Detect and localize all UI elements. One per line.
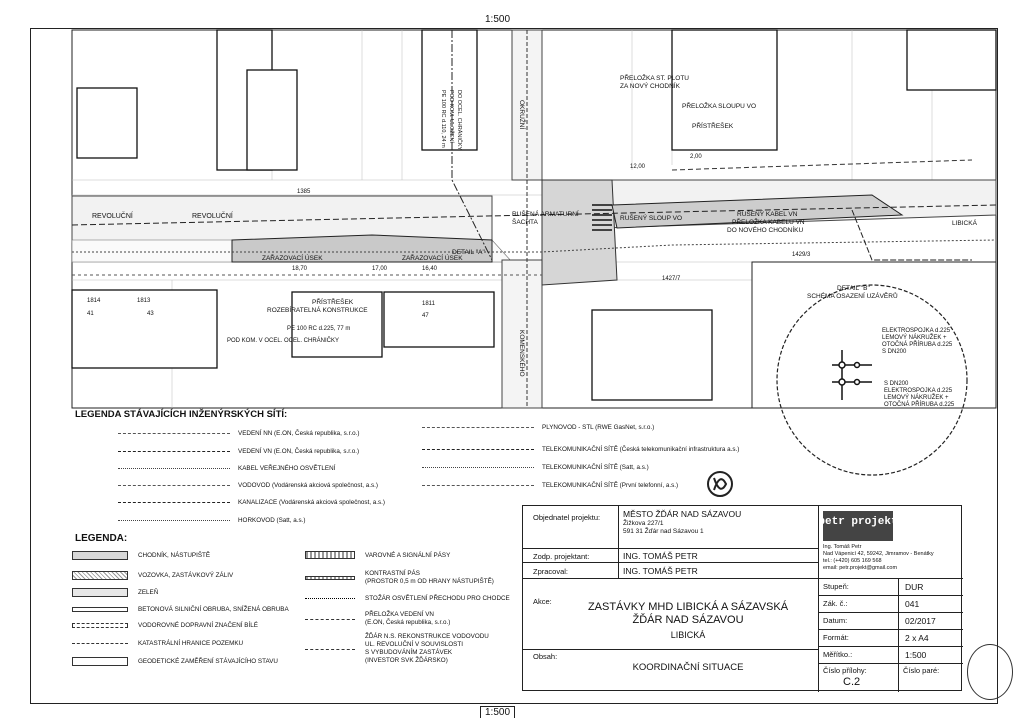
tb-order: 041 (905, 599, 920, 609)
tb-action-label: Akce: (533, 597, 552, 606)
gas-symbol-icon (700, 470, 740, 498)
tb-firm-2: Nad Vápenicí 42, 59242, Jimramov - Benátky (823, 551, 934, 557)
tb-date: 02/2017 (905, 616, 936, 626)
legend-row: VODOROVNÉ DOPRAVNÍ ZNAČENÍ BÍLÉ (72, 618, 258, 632)
svg-text:12,00: 12,00 (630, 164, 646, 170)
svg-text:ZAŘAZOVACÍ ÚSEK: ZAŘAZOVACÍ ÚSEK (262, 255, 323, 262)
legend-existing-row: KANALIZACE (Vodárenská akciová společnost, a.s.) (118, 496, 385, 508)
legend-existing-row: TELEKOMUNIKAČNÍ SÍTĚ (Satt, a.s.) (422, 461, 649, 473)
svg-text:1814: 1814 (87, 298, 101, 304)
svg-text:LEMOVÝ NÁKRUŽEK +: LEMOVÝ NÁKRUŽEK + (884, 395, 949, 401)
label-street-libicka: LIBICKÁ (952, 220, 977, 227)
svg-text:DETAIL "A": DETAIL "A" (452, 249, 485, 256)
tb-scale: 1:500 (905, 650, 927, 660)
svg-text:ELEKTROSPOJKA d.225: ELEKTROSPOJKA d.225 (884, 388, 953, 394)
svg-text:PŘELOŽKA KABELU VN: PŘELOŽKA KABELU VN (732, 219, 805, 226)
tb-investor-name: MĚSTO ŽĎÁR NAD SÁZAVOU (623, 509, 742, 519)
svg-text:S DN200: S DN200 (882, 349, 907, 355)
tb-action-3: LIBICKÁ (670, 630, 706, 640)
svg-text:PE 100 RC d.225, 77 m: PE 100 RC d.225, 77 m (287, 326, 351, 332)
tb-date-label: Datum: (823, 616, 848, 625)
svg-text:DETAIL "B": DETAIL "B" (837, 285, 870, 292)
label-street-revolucni: REVOLUČNÍ (92, 213, 133, 220)
tb-stage: DUR (905, 582, 924, 592)
petr-projekt-logo (818, 511, 898, 541)
legend-existing-row: VODOVOD (Vodárenská akciová společnost, a.s.) (118, 479, 378, 491)
tb-investor-label: Objednatel projektu: (533, 513, 601, 522)
svg-text:DO OCEL. CHRÁNIČKY: DO OCEL. CHRÁNIČKY (456, 90, 462, 151)
legend-row: ŽĎÁR N.S. REKONSTRUKCE VODOVODU UL. REVOLUČNÍ V SOUVISLOSTI S VYBUDOVÁNÍM ZASTÁVEK (INVESTOR SVK ŽĎÁRSKO) (305, 630, 489, 668)
scale-label-top: 1:500 (485, 14, 511, 25)
legend-row: KATASTRÁLNÍ HRANICE POZEMKU (72, 636, 243, 650)
svg-text:47: 47 (422, 313, 429, 319)
tb-designer: ING. TOMÁŠ PETR (623, 551, 698, 561)
situation-map (72, 30, 996, 408)
legend-existing-row: KABEL VEŘEJNÉHO OSVĚTLENÍ (118, 462, 335, 474)
tb-action-2: ŽĎÁR NAD SÁZAVOU (632, 614, 744, 626)
svg-text:ROZEBÍRATELNÁ KONSTRUKCE: ROZEBÍRATELNÁ KONSTRUKCE (267, 307, 368, 314)
svg-text:PŘÍSTŘEŠEK: PŘÍSTŘEŠEK (312, 299, 354, 306)
svg-text:2,00: 2,00 (690, 154, 702, 160)
tb-drawn: ING. TOMÁŠ PETR (623, 566, 698, 576)
svg-text:43: 43 (147, 311, 154, 317)
svg-text:ŠACHTA: ŠACHTA (512, 219, 538, 226)
svg-text:OTOČNÁ PŘÍRUBA d.225: OTOČNÁ PŘÍRUBA d.225 (882, 342, 953, 348)
legend-row: VAROVNÉ A SIGNÁLNÍ PÁSY (305, 548, 450, 562)
svg-text:RUŠENÝ KABEL VN: RUŠENÝ KABEL VN (737, 211, 798, 218)
scale-label-bottom: 1:500 (480, 706, 515, 718)
tb-stage-label: Stupeň: (823, 582, 849, 591)
svg-text:SCHÉMA OSAZENÍ UZÁVĚRŮ: SCHÉMA OSAZENÍ UZÁVĚRŮ (807, 293, 898, 300)
legend-existing-row: VEDENÍ VN (E.ON, Česká republika, s.r.o.) (118, 445, 359, 457)
legend-title: LEGENDA: (75, 533, 128, 544)
label-street-revolucni-2: REVOLUČNÍ (192, 213, 233, 220)
svg-text:DO NOVÉHO CHODNÍKU: DO NOVÉHO CHODNÍKU (727, 227, 804, 234)
legend-row: PŘELOŽKA VEDENÍ VN (E.ON, Česká republika, s.r.o.) (305, 608, 450, 630)
tb-firm-4: email: petr.projekt@gmail.com (823, 565, 898, 571)
intersection (542, 180, 617, 285)
svg-text:17,00: 17,00 (372, 266, 388, 272)
label-street-okruzni: OKRUŽNÍ (518, 100, 525, 130)
title-block (522, 505, 962, 691)
tb-designer-label: Zodp. projektant: (533, 552, 590, 561)
tb-investor-addr2: 591 31 Žďár nad Sázavou 1 (623, 528, 704, 535)
road-revolucni (72, 196, 492, 242)
tb-content-label: Obsah: (533, 652, 558, 661)
tb-copy-label: Číslo paré: (903, 666, 940, 675)
svg-text:41: 41 (87, 311, 94, 317)
svg-text:ZA NOVÝ CHODNÍK: ZA NOVÝ CHODNÍK (620, 83, 680, 90)
tb-content: KOORDINAČNÍ SITUACE (632, 662, 744, 673)
svg-text:RUŠENÝ SLOUP VO: RUŠENÝ SLOUP VO (620, 215, 683, 222)
tb-annex: C.2 (843, 676, 861, 688)
legend-existing-row: TELEKOMUNIKAČNÍ SÍTĚ (Česká telekomunikační infrastruktura a.s.) (422, 443, 739, 455)
legend-row: VOZOVKA, ZASTÁVKOVÝ ZÁLIV (72, 568, 233, 582)
legend-existing-row: TELEKOMUNIKAČNÍ SÍTĚ (První telefonní, a.s.) (422, 479, 678, 491)
handwritten-mark (967, 644, 1013, 700)
svg-text:18,70: 18,70 (292, 266, 308, 272)
svg-text:ZAŘAZOVACÍ ÚSEK: ZAŘAZOVACÍ ÚSEK (402, 255, 463, 262)
legend-existing-row: VEDENÍ NN (E.ON, Česká republika, s.r.o.) (118, 427, 359, 439)
svg-text:RUŠENÁ ARMATURNÍ: RUŠENÁ ARMATURNÍ (512, 211, 579, 218)
svg-text:1811: 1811 (422, 301, 435, 307)
svg-text:1429/3: 1429/3 (792, 252, 811, 258)
svg-text:1813: 1813 (137, 298, 151, 304)
svg-text:LEMOVÝ NÁKRUŽEK +: LEMOVÝ NÁKRUŽEK + (882, 335, 947, 341)
tb-drawn-label: Zpracoval: (533, 567, 569, 576)
tb-order-label: Zák. č.: (823, 599, 848, 608)
legend-existing-row: HORKOVOD (Satt, a.s.) (118, 514, 306, 526)
svg-text:petr projekt: petr projekt (818, 516, 898, 528)
tb-scale-label: Měřítko.: (823, 650, 853, 659)
legend-row: KONTRASTNÍ PÁS (PROSTOR 0,5 m OD HRANY NÁSTUPIŠTĚ) (305, 567, 494, 589)
label-street-komenskeho: KOMENSKÉHO (518, 330, 525, 377)
legend-row: ZELEŇ (72, 585, 158, 599)
tb-format-label: Formát: (823, 633, 849, 642)
legend-row: BETONOVÁ SILNIČNÍ OBRUBA, SNÍŽENÁ OBRUBA (72, 602, 289, 616)
legend-row: GEODETICKÉ ZAMĚŘENÍ STÁVAJÍCÍHO STAVU (72, 654, 278, 668)
svg-text:POD KOM. V OCEL. OCEL. CHRÁNIČ: POD KOM. V OCEL. OCEL. CHRÁNIČKY (227, 338, 340, 344)
tb-investor-addr1: Žižkova 227/1 (623, 520, 664, 527)
svg-text:PŘELOŽKA ST. PLOTU: PŘELOŽKA ST. PLOTU (620, 75, 689, 82)
legend-row: CHODNÍK, NÁSTUPIŠTĚ (72, 548, 210, 562)
svg-text:S DN200: S DN200 (884, 381, 909, 387)
svg-text:PŘELOŽKA SLOUPU VO: PŘELOŽKA SLOUPU VO (682, 103, 757, 110)
legend-row: STOŽÁR OSVĚTLENÍ PŘECHODU PRO CHODCE (305, 591, 510, 605)
svg-text:1427/7: 1427/7 (662, 276, 681, 282)
tb-firm-3: tel.: (+420) 605 169 568 (823, 558, 882, 564)
svg-text:1385: 1385 (297, 189, 311, 195)
tb-action-1: ZASTÁVKY MHD LIBICKÁ A SÁZAVSKÁ (587, 601, 789, 613)
svg-text:PŘÍSTŘEŠEK: PŘÍSTŘEŠEK (692, 123, 734, 130)
svg-text:PE 100 RC d.110, 24 m: PE 100 RC d.110, 24 m (440, 90, 446, 148)
svg-text:OTOČNÁ PŘÍRUBA d.225: OTOČNÁ PŘÍRUBA d.225 (884, 402, 955, 408)
svg-text:ELEKTROSPOJKA d.225: ELEKTROSPOJKA d.225 (882, 328, 951, 334)
legend-existing-row: PLYNOVOD - STL (RWE GasNet, s.r.o.) (422, 421, 654, 433)
tb-format: 2 x A4 (905, 633, 929, 643)
tb-firm-1: Ing. Tomáš Petr (823, 544, 862, 550)
tb-annex-label: Číslo přílohy: (823, 666, 867, 675)
svg-text:16,40: 16,40 (422, 266, 438, 272)
svg-text:POD KOM. ULOŽENÍ: POD KOM. ULOŽENÍ (448, 90, 454, 143)
legend-existing-title: LEGENDA STÁVAJÍCÍCH INŽENÝRSKÝCH SÍTÍ: (75, 409, 288, 420)
